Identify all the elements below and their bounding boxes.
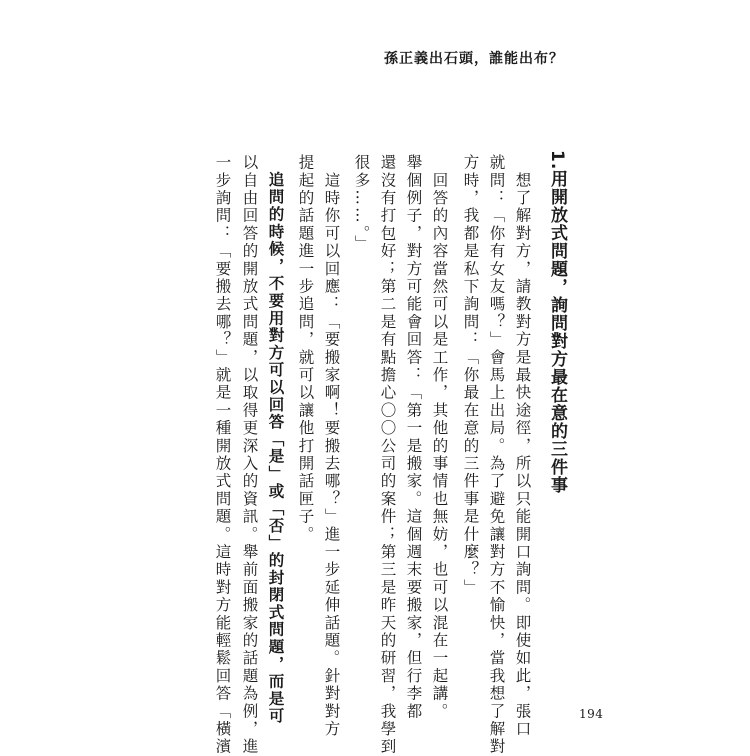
body-column-4: 回答的內容當然可以是工作，其他的事情也無妨，也可以混在一起講。: [430, 154, 449, 721]
body-column-5: 舉個例子，對方可能會回答：「第一是搬家。這個週末要搬家，但行李都: [404, 154, 423, 721]
body-column-11: 以自由回答的開放式問題，以取得更深入的資訊。舉前面搬家的話題為例，進: [240, 154, 259, 756]
body-column-9: 提起的話題進一步追問，就可以讓他打開話匣子。: [296, 154, 315, 544]
body-column-2: 就問：「你有女友嗎？」會馬上出局。為了避免讓對方不愉快，當我想了解對: [487, 154, 506, 756]
body-column-6: 還沒有打包好；第二是有點擔心〇〇公司的案件；第三是昨天的研習，我學到: [378, 154, 397, 756]
body-column-3: 方時，我都是私下詢問：「你最在意的三件事是什麼？」: [461, 154, 480, 597]
body-column-8: 這時你可以回應：「要搬家啊！要搬去哪？」進一步延伸話題。針對對方: [322, 154, 341, 739]
body-column-12: 一步詢問：「要搬去哪？」就是一種開放式問題。這時對方能輕鬆回答「橫濱: [213, 154, 232, 756]
body-column-1: 想了解對方，請教對方是最快途徑，所以只能開口詢問。即使如此，張口: [513, 154, 532, 739]
body-column-7: 很多……。」: [352, 154, 371, 253]
page-number: 194: [579, 707, 604, 721]
running-header: 孫正義出石頭，誰能出布？: [384, 51, 564, 67]
section-heading: 1.用開放式問題，詢問對方最在意的三件事: [547, 150, 567, 495]
body-column-10-emphasis: 追問的時候，不要用對方可以回答「是」或「否」的封閉式問題，而是可: [266, 154, 285, 725]
